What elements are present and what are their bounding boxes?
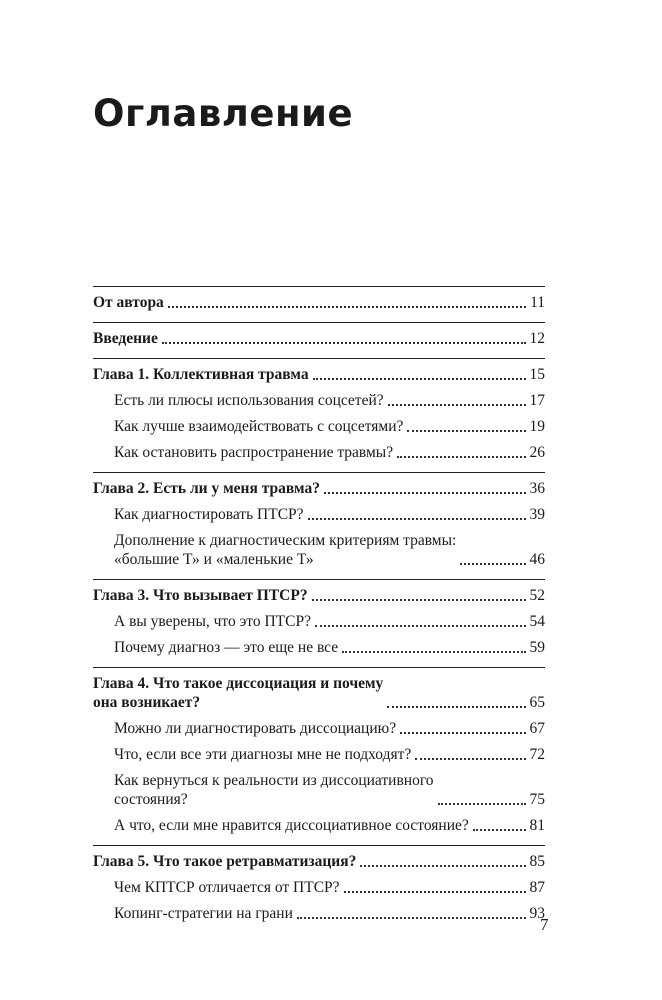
toc-entry-title-line: Как остановить распространение травмы?	[114, 444, 394, 461]
toc-entry-title-line: Как вернуться к реальности из диссоциативного	[114, 772, 434, 789]
toc-entry-title-line: Глава 1. Коллективная травма	[93, 366, 309, 383]
toc-entry-title-line: Глава 3. Что вызывает ПТСР?	[93, 587, 308, 604]
toc-page-number: 75	[529, 791, 545, 808]
toc-subentry[interactable]	[93, 904, 545, 923]
toc-subentry[interactable]	[93, 391, 545, 410]
toc-chapter-entry[interactable]	[93, 586, 545, 605]
toc-subentry[interactable]	[93, 531, 545, 569]
toc-chapter-entry[interactable]	[93, 479, 545, 498]
toc-entry-title-line: От автора	[93, 294, 164, 311]
dot-leader	[313, 377, 526, 380]
toc-section	[93, 322, 545, 358]
toc-page-number: 15	[529, 366, 545, 383]
toc-entry-title	[93, 329, 158, 348]
toc-entry-title-line: Глава 2. Есть ли у меня травма?	[93, 480, 320, 497]
toc-page-number: 81	[529, 817, 545, 834]
toc-entry-title-line: Глава 4. Что такое диссоциация и почему	[93, 675, 384, 692]
toc-entry-title-line: Есть ли плюсы использования соцсетей?	[114, 392, 384, 409]
toc-section	[93, 358, 545, 472]
toc-chapter-entry[interactable]	[93, 293, 545, 312]
toc-chapter-entry[interactable]	[93, 365, 545, 384]
toc-entry-title	[114, 904, 293, 923]
toc-entry-title	[114, 505, 304, 524]
dot-leader	[473, 828, 526, 831]
dot-leader	[162, 341, 526, 344]
toc-subentry[interactable]	[93, 816, 545, 835]
toc-subentry[interactable]	[93, 417, 545, 436]
toc-entry-title	[93, 852, 356, 871]
toc-page-number: 72	[529, 746, 545, 763]
dot-leader	[168, 305, 526, 308]
toc-entry-title	[114, 391, 384, 410]
toc-subentry[interactable]	[93, 443, 545, 462]
toc-entry-title	[114, 816, 469, 835]
toc-subentry[interactable]	[93, 771, 545, 809]
dot-leader	[312, 598, 526, 601]
dot-leader	[407, 429, 525, 432]
toc-entry-title-line: Почему диагноз — это еще не все	[114, 639, 339, 656]
toc-page-number: 36	[529, 480, 545, 497]
dot-leader	[400, 731, 525, 734]
toc-entry-title	[93, 293, 164, 312]
toc-entry-title	[114, 878, 340, 897]
toc-entry-title-line: Чем КПТСР отличается от ПТСР?	[114, 879, 340, 896]
toc-section	[93, 286, 545, 322]
toc-entry-title-line: состояния?	[114, 791, 188, 808]
dot-leader	[297, 916, 526, 919]
toc-entry-title	[114, 612, 311, 631]
dot-leader	[415, 757, 525, 760]
toc-entry-title	[114, 771, 434, 809]
toc-subentry[interactable]	[93, 878, 545, 897]
dot-leader	[388, 403, 526, 406]
toc-page-number: 19	[529, 418, 545, 435]
toc-entry-title-line: Можно ли диагностировать диссоциацию?	[114, 720, 397, 737]
toc-page-number: 11	[530, 294, 545, 311]
toc-entry-title-line: Как диагностировать ПТСР?	[114, 506, 304, 523]
toc-entry-title	[114, 745, 411, 764]
toc-entry-title-line: Введение	[93, 330, 158, 347]
page-number: 7	[540, 915, 549, 934]
toc-page-number: 12	[529, 330, 545, 347]
toc-page-number: 17	[529, 392, 545, 409]
toc-entry-title-line: «большие Т» и «маленькие Т»	[114, 551, 314, 568]
toc-entry-title-line: А что, если мне нравится диссоциативное состояние?	[114, 817, 469, 834]
toc-chapter-entry[interactable]	[93, 674, 545, 712]
toc-page-number: 26	[529, 444, 545, 461]
toc-entry-title	[93, 674, 383, 712]
toc-entry-title	[93, 365, 309, 384]
toc-entry-title-line: А вы уверены, что это ПТСР?	[114, 613, 311, 630]
dot-leader	[397, 455, 525, 458]
toc-page-number: 52	[529, 587, 545, 604]
toc-subentry[interactable]	[93, 745, 545, 764]
toc-entry-title-line: она возникает?	[93, 694, 201, 711]
toc-entry-title-line: Дополнение к диагностическим критериям травмы:	[114, 532, 457, 549]
toc-entry-title-line: Копинг-стратегии на грани	[114, 905, 293, 922]
toc-entry-title	[93, 479, 320, 498]
toc-page-number: 39	[529, 506, 545, 523]
toc-subentry[interactable]	[93, 638, 545, 657]
toc-entry-title-line: Что, если все эти диагнозы мне не подходят?	[114, 746, 412, 763]
dot-leader	[308, 517, 526, 520]
toc-section	[93, 579, 545, 667]
toc-chapter-entry[interactable]	[93, 329, 545, 348]
toc-section	[93, 472, 545, 579]
dot-leader	[360, 864, 525, 867]
page-title: Оглавление	[93, 92, 354, 135]
toc-section	[93, 845, 545, 933]
toc-entry-title	[114, 638, 338, 657]
toc-entry-title	[93, 586, 308, 605]
toc-entry-title	[114, 417, 403, 436]
toc-entry-title	[114, 531, 456, 569]
dot-leader	[342, 650, 525, 653]
dot-leader	[438, 802, 526, 805]
toc-chapter-entry[interactable]	[93, 852, 545, 871]
dot-leader	[344, 890, 526, 893]
toc-entry-title-line: Как лучше взаимодействовать с соцсетями?	[114, 418, 404, 435]
dot-leader	[324, 491, 526, 494]
toc-subentry[interactable]	[93, 505, 545, 524]
table-of-contents	[93, 286, 545, 933]
toc-page-number: 59	[529, 639, 545, 656]
toc-entry-title-line: Глава 5. Что такое ретравматизация?	[93, 853, 357, 870]
dot-leader	[460, 562, 525, 565]
toc-page-number: 46	[529, 551, 545, 568]
dot-leader	[315, 624, 526, 627]
toc-page-number: 67	[529, 720, 545, 737]
dot-leader	[387, 705, 525, 708]
toc-page-number: 87	[529, 879, 545, 896]
toc-section	[93, 667, 545, 845]
toc-page-number: 65	[529, 694, 545, 711]
toc-entry-title	[114, 719, 396, 738]
toc-entry-title	[114, 443, 393, 462]
toc-page-number: 54	[529, 613, 545, 630]
toc-subentry[interactable]	[93, 719, 545, 738]
toc-page-number: 93	[529, 905, 545, 922]
toc-subentry[interactable]	[93, 612, 545, 631]
toc-page-number: 85	[529, 853, 545, 870]
